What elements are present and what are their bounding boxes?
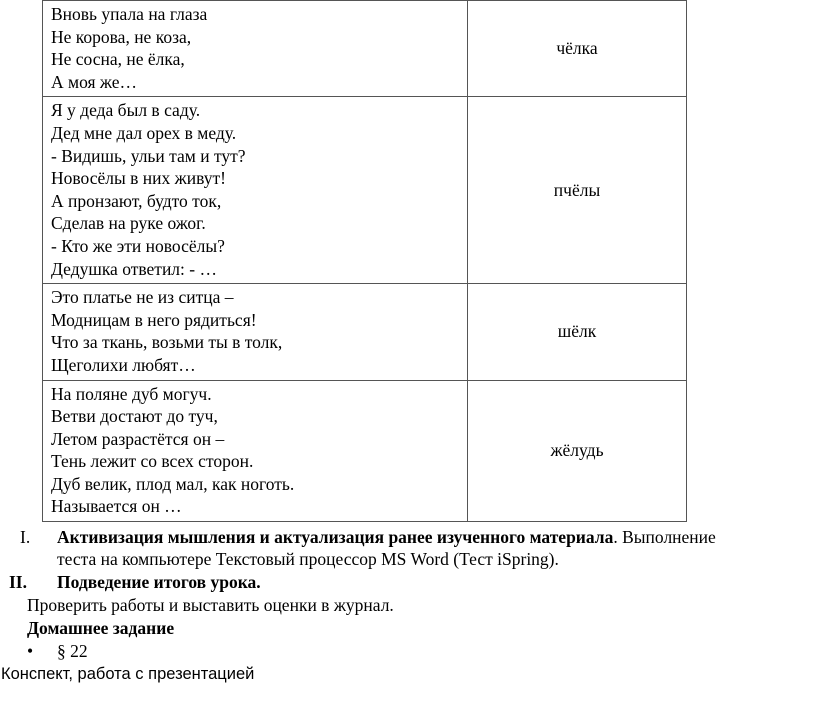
homework-item: § 22: [57, 641, 88, 661]
riddle-line: Летом разрастётся он –: [51, 428, 225, 449]
table-row: [43, 97, 687, 284]
riddle-answer-cell: [468, 1, 687, 97]
riddle-line: Это платье не из ситца –: [51, 287, 234, 308]
riddle-line: А пронзают, будто ток,: [51, 190, 222, 211]
section-text: . Выполнение: [613, 527, 716, 547]
riddle-line: Сделав на руке ожог.: [51, 213, 206, 234]
riddle-line: На поляне дуб могуч.: [51, 383, 212, 404]
riddle-line: Я у деда был в саду.: [51, 100, 201, 121]
riddle-line: Называется он …: [51, 496, 182, 517]
riddle-line: Не корова, не коза,: [51, 26, 192, 47]
homework-title: Домашнее задание: [27, 618, 175, 638]
riddle-answer-cell: [468, 380, 687, 522]
riddle-line: - Видишь, ульи там и тут?: [51, 145, 246, 166]
section-title: Активизация мышления и актуализация ранее изученного материала: [57, 527, 614, 547]
riddle-text: [43, 284, 468, 380]
riddle-line: Тень лежит со всех сторон.: [51, 451, 254, 472]
riddle-answer-cell: [468, 284, 687, 380]
riddle-answer: чёлка: [556, 38, 598, 59]
riddles-table: [42, 0, 687, 522]
section-number: II.: [9, 572, 27, 592]
section-text: Проверить работы и выставить оценки в журнал.: [27, 595, 394, 615]
riddle-line: - Кто же эти новосёлы?: [51, 235, 225, 256]
riddle-answer: жёлудь: [550, 440, 604, 461]
riddle-line: Дедушка ответил: - …: [51, 258, 217, 279]
section-number: I.: [20, 527, 31, 547]
riddle-answer: пчёлы: [553, 179, 601, 200]
section-text: теста на компьютере Текстовый процессор MS Word (Тест iSpring).: [57, 549, 559, 569]
riddle-line: Ветви достают до туч,: [51, 406, 218, 427]
riddle-line: Не сосна, не ёлка,: [51, 49, 185, 70]
riddle-text: [43, 1, 468, 97]
riddle-line: Что за ткань, возьми ты в толк,: [51, 332, 283, 353]
riddle-line: Новосёлы в них живут!: [51, 168, 226, 189]
riddle-line: Щеголихи любят…: [51, 354, 196, 375]
riddle-line: Дед мне дал орех в меду.: [51, 122, 237, 143]
table-row: [43, 380, 687, 522]
table-row: [43, 284, 687, 380]
riddle-answer: шёлк: [557, 321, 597, 342]
homework-note: Конспект, работа с презентацией: [1, 665, 255, 683]
riddle-text: [43, 97, 468, 284]
riddle-line: Дуб велик, плод мал, как ноготь.: [51, 473, 295, 494]
section-heading: [57, 526, 716, 548]
section-title: Подведение итогов урока.: [57, 572, 261, 592]
riddle-line: А моя же…: [51, 71, 138, 92]
riddle-line: Вновь упала на глаза: [51, 4, 208, 24]
riddle-text: [43, 380, 468, 522]
riddle-line: Модницам в него рядиться!: [51, 309, 257, 330]
riddle-answer-cell: [468, 97, 687, 284]
bullet-icon: •: [27, 641, 34, 661]
table-row: [43, 1, 687, 97]
